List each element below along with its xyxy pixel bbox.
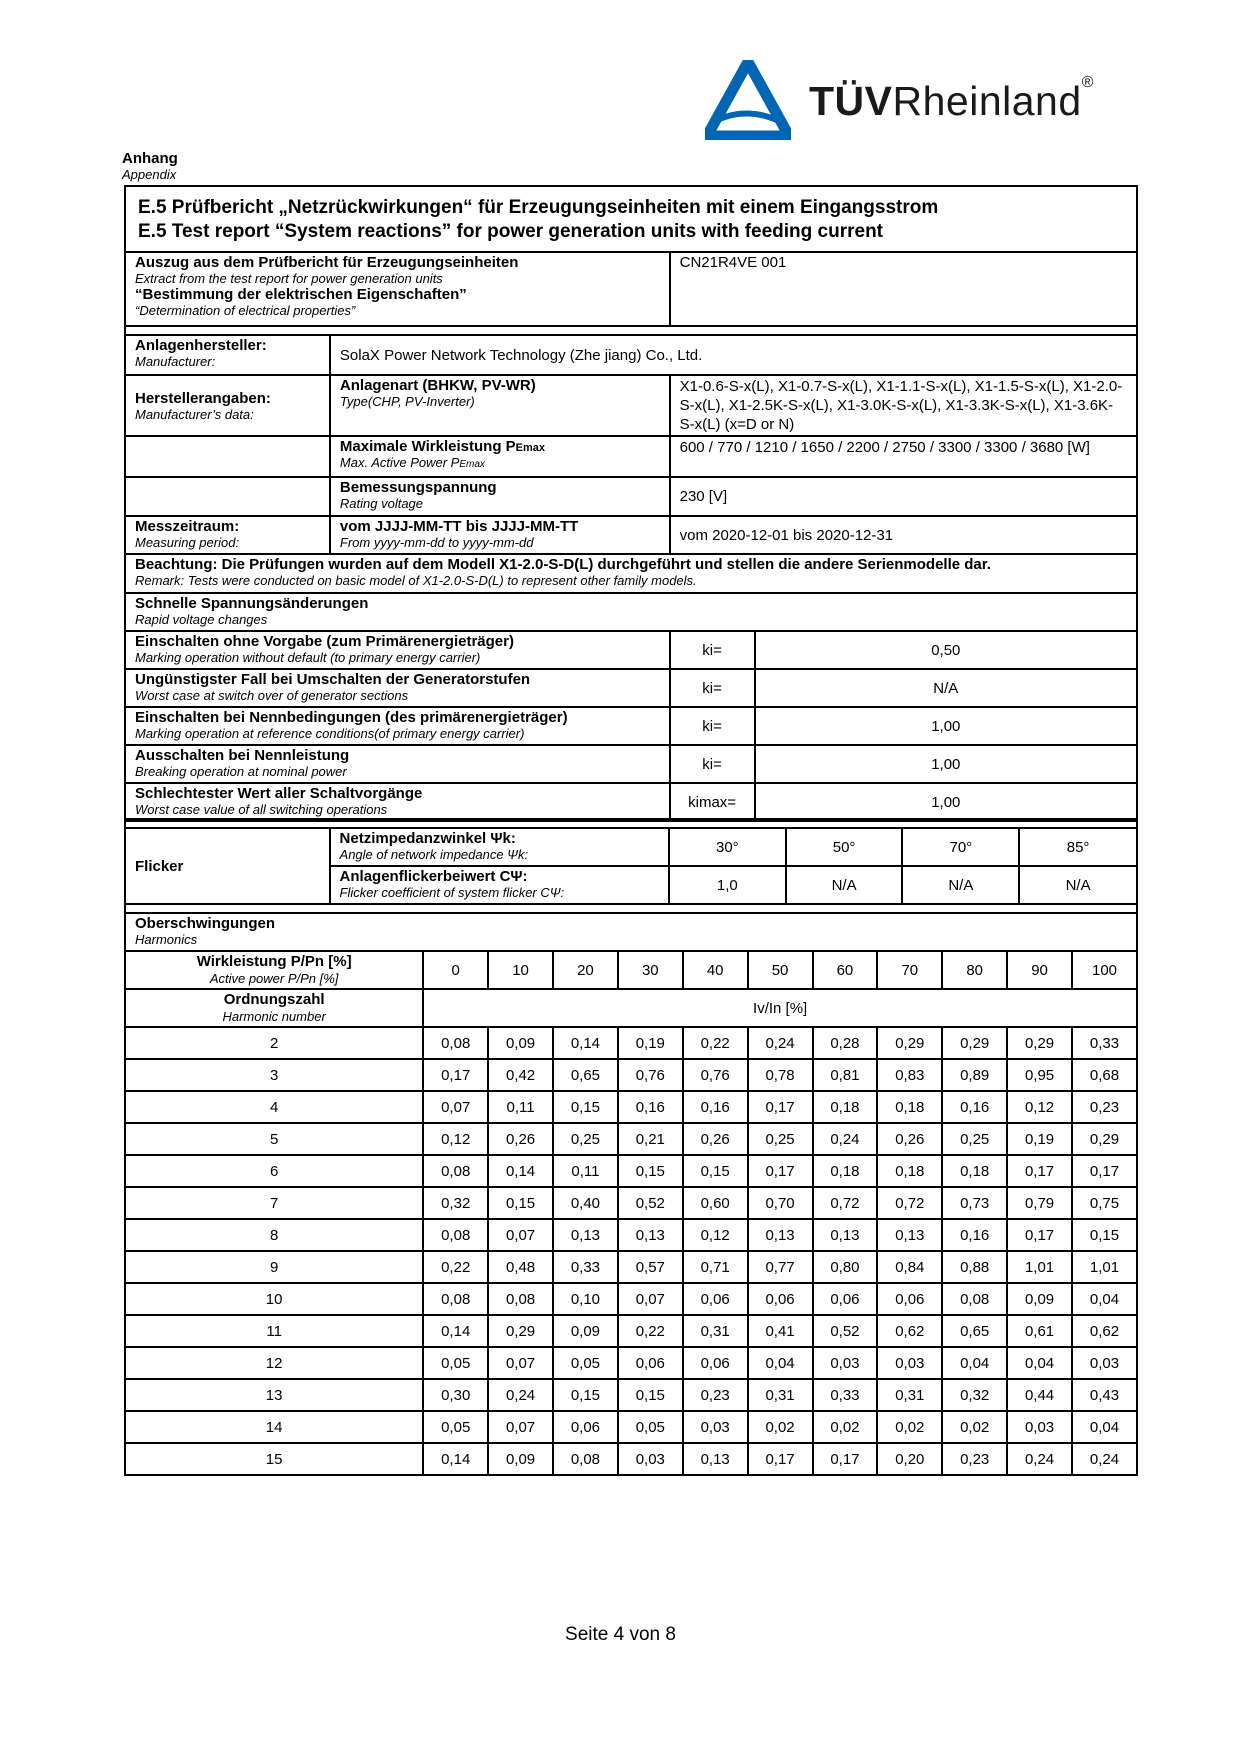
power-header: 0 (423, 951, 488, 989)
harmonic-value: 0,52 (618, 1187, 683, 1219)
harmonic-value: 0,07 (488, 1347, 553, 1379)
harmonic-value: 0,05 (423, 1347, 488, 1379)
harmonic-row (125, 1059, 1137, 1091)
power-header: 70 (877, 951, 942, 989)
harmonic-value: 0,03 (877, 1347, 942, 1379)
manufacturer-value: SolaX Power Network Technology (Zhe jiang) Co., Ltd. (330, 335, 1137, 375)
harmonic-row (125, 1219, 1137, 1251)
harmonic-value: 0,16 (618, 1091, 683, 1123)
harmonic-value: 0,16 (942, 1219, 1007, 1251)
harmonic-value: 0,25 (748, 1123, 813, 1155)
harmonic-value: 0,17 (1007, 1155, 1072, 1187)
harmonic-value: 0,08 (553, 1443, 618, 1475)
harmonic-value: 0,29 (488, 1315, 553, 1347)
harmonic-value: 0,12 (423, 1123, 488, 1155)
harmonic-value: 0,26 (488, 1123, 553, 1155)
harmonic-row (125, 1123, 1137, 1155)
unit-label: Iv/In [%] (423, 989, 1137, 1027)
harmonic-number: 10 (125, 1283, 423, 1315)
harmonic-value: 0,80 (813, 1251, 878, 1283)
power-header: 90 (1007, 951, 1072, 989)
harmonic-value: 0,05 (618, 1411, 683, 1443)
harmonic-value: 0,23 (942, 1443, 1007, 1475)
harmonic-value: 0,17 (748, 1155, 813, 1187)
harmonic-value: 0,07 (488, 1411, 553, 1443)
harmonic-value: 0,04 (1072, 1411, 1137, 1443)
harmonics-table (124, 903, 1138, 1476)
harmonic-value: 0,07 (488, 1219, 553, 1251)
harmonic-value: 0,17 (1007, 1219, 1072, 1251)
harmonic-value: 0,09 (488, 1443, 553, 1475)
tuv-triangle-icon (705, 60, 791, 140)
harmonic-value: 0,62 (1072, 1315, 1137, 1347)
harmonic-row (125, 1315, 1137, 1347)
extract-row: Auszug aus dem Prüfbericht für Erzeugungseinheiten Extract from the test report for power generation units “Bestimmung der elektrischen Eigenschaften” “Determination of electrical properties” CN21R4VE 001 (125, 252, 1137, 326)
switching-value: 1,00 (755, 745, 1137, 783)
harmonic-value: 0,40 (553, 1187, 618, 1219)
harmonic-value: 0,22 (683, 1027, 748, 1059)
harmonic-value: 0,60 (683, 1187, 748, 1219)
harmonic-value: 0,32 (942, 1379, 1007, 1411)
harmonic-number: 15 (125, 1443, 423, 1475)
tuv-brand: TÜVRheinland® (809, 74, 1094, 124)
remark-row: Beachtung: Die Prüfungen wurden auf dem Modell X1-2.0-S-D(L) durchgeführt und stellen die andere Serienmodelle dar. Remark: Tests were conducted on basic model of X1-2.0-S-D(L) to represent other family models. (125, 554, 1137, 593)
harmonic-value: 0,41 (748, 1315, 813, 1347)
report-number: CN21R4VE 001 (670, 252, 1137, 326)
harmonic-value: 0,20 (877, 1443, 942, 1475)
harmonic-value: 0,03 (813, 1347, 878, 1379)
power-header: 20 (553, 951, 618, 989)
harmonic-value: 0,88 (942, 1251, 1007, 1283)
title-en: E.5 Test report “System reactions” for power generation units with feeding current (138, 221, 884, 242)
harmonic-value: 0,04 (748, 1347, 813, 1379)
harmonic-value: 0,44 (1007, 1379, 1072, 1411)
harmonic-value: 0,06 (683, 1283, 748, 1315)
harmonic-value: 0,07 (618, 1283, 683, 1315)
harmonic-value: 0,24 (748, 1027, 813, 1059)
harmonic-value: 0,33 (1072, 1027, 1137, 1059)
pemax-row: Maximale Wirkleistung PEmax Max. Active Power PEmax 600 / 770 / 1210 / 1650 / 2200 / 2750 / 3300 / 3300 / 3680 [W] (125, 436, 1137, 477)
harmonic-value: 0,29 (1007, 1027, 1072, 1059)
harmonic-value: 1,01 (1072, 1251, 1137, 1283)
harmonic-value: 0,15 (618, 1155, 683, 1187)
switching-value: 1,00 (755, 707, 1137, 745)
harmonic-value: 0,23 (1072, 1091, 1137, 1123)
power-header: 10 (488, 951, 553, 989)
harmonic-number: 5 (125, 1123, 423, 1155)
harmonics-heading-row: Oberschwingungen Harmonics (125, 913, 1137, 951)
report-table (124, 185, 1138, 822)
harmonic-number: 13 (125, 1379, 423, 1411)
harmonic-value: 0,29 (877, 1027, 942, 1059)
harmonic-value: 0,08 (423, 1283, 488, 1315)
title-de: E.5 Prüfbericht „Netzrückwirkungen“ für Erzeugungseinheiten mit einem Eingangsstrom (138, 197, 939, 218)
harmonic-value: 0,77 (748, 1251, 813, 1283)
harmonic-value: 0,14 (488, 1155, 553, 1187)
harmonic-value: 0,15 (488, 1187, 553, 1219)
power-header: 40 (683, 951, 748, 989)
pemax-value: 600 / 770 / 1210 / 1650 / 2200 / 2750 / 3300 / 3300 / 3680 [W] (670, 436, 1137, 477)
harmonic-value: 0,09 (488, 1027, 553, 1059)
harmonic-value: 0,18 (813, 1091, 878, 1123)
harmonic-value: 0,33 (553, 1251, 618, 1283)
harmonic-value: 0,06 (748, 1283, 813, 1315)
harmonic-value: 0,71 (683, 1251, 748, 1283)
harmonic-value: 0,14 (423, 1443, 488, 1475)
switching-value: N/A (755, 669, 1137, 707)
harmonic-number: 9 (125, 1251, 423, 1283)
harmonic-value: 0,04 (1007, 1347, 1072, 1379)
harmonic-value: 0,17 (813, 1443, 878, 1475)
harmonic-value: 0,16 (942, 1091, 1007, 1123)
harmonic-value: 0,11 (553, 1155, 618, 1187)
harmonic-value: 0,15 (553, 1379, 618, 1411)
harmonic-value: 0,02 (942, 1411, 1007, 1443)
harmonic-value: 0,25 (942, 1123, 1007, 1155)
flicker-table (124, 818, 1138, 905)
harmonic-value: 0,13 (618, 1219, 683, 1251)
harmonic-number: 14 (125, 1411, 423, 1443)
harmonic-value: 0,48 (488, 1251, 553, 1283)
harmonic-value: 0,29 (1072, 1123, 1137, 1155)
harmonic-value: 0,31 (683, 1315, 748, 1347)
switching-row: Schlechtester Wert aller Schaltvorgänge Worst case value of all switching operations kimax= 1,00 (125, 783, 1137, 821)
page-number: Seite 4 von 8 (565, 1624, 676, 1645)
harmonic-value: 0,06 (618, 1347, 683, 1379)
harmonic-value: 0,70 (748, 1187, 813, 1219)
harmonic-value: 0,14 (423, 1315, 488, 1347)
harmonic-value: 0,79 (1007, 1187, 1072, 1219)
harmonic-value: 0,02 (748, 1411, 813, 1443)
harmonic-value: 0,78 (748, 1059, 813, 1091)
harmonic-number: 3 (125, 1059, 423, 1091)
harmonic-value: 0,03 (683, 1411, 748, 1443)
harmonic-value: 0,42 (488, 1059, 553, 1091)
harmonic-value: 0,52 (813, 1315, 878, 1347)
harmonic-value: 0,03 (1007, 1411, 1072, 1443)
harmonic-value: 0,18 (877, 1091, 942, 1123)
harmonic-value: 0,89 (942, 1059, 1007, 1091)
harmonic-value: 0,72 (813, 1187, 878, 1219)
harmonic-value: 0,30 (423, 1379, 488, 1411)
harmonic-value: 0,24 (1072, 1443, 1137, 1475)
harmonic-row (125, 1091, 1137, 1123)
harmonic-value: 0,13 (813, 1219, 878, 1251)
harmonic-value: 0,17 (748, 1091, 813, 1123)
harmonic-value: 0,18 (942, 1155, 1007, 1187)
harmonic-value: 0,61 (1007, 1315, 1072, 1347)
power-header: 80 (942, 951, 1007, 989)
harmonic-value: 0,76 (618, 1059, 683, 1091)
harmonic-value: 0,09 (553, 1315, 618, 1347)
harmonic-value: 0,32 (423, 1187, 488, 1219)
harmonic-value: 0,23 (683, 1379, 748, 1411)
power-header: 30 (618, 951, 683, 989)
harmonic-value: 0,31 (877, 1379, 942, 1411)
switching-row: Ungünstigster Fall bei Umschalten der Generatorstufen Worst case at switch over of generator sections ki= N/A (125, 669, 1137, 707)
harmonic-value: 0,14 (553, 1027, 618, 1059)
period-value: vom 2020-12-01 bis 2020-12-31 (670, 516, 1137, 554)
harmonic-value: 0,83 (877, 1059, 942, 1091)
harmonic-value: 0,08 (423, 1219, 488, 1251)
appendix-header (122, 150, 178, 182)
harmonic-value: 0,03 (618, 1443, 683, 1475)
harmonic-value: 0,19 (1007, 1123, 1072, 1155)
harmonic-value: 0,06 (813, 1283, 878, 1315)
harmonic-row (125, 1347, 1137, 1379)
harmonic-value: 0,17 (748, 1443, 813, 1475)
harmonic-number: 4 (125, 1091, 423, 1123)
harmonic-value: 0,15 (1072, 1219, 1137, 1251)
harmonic-number: 12 (125, 1347, 423, 1379)
switching-row: Ausschalten bei Nennleistung Breaking operation at nominal power ki= 1,00 (125, 745, 1137, 783)
harmonic-value: 0,26 (683, 1123, 748, 1155)
harmonic-value: 0,13 (877, 1219, 942, 1251)
harmonic-value: 0,08 (488, 1283, 553, 1315)
harmonic-value: 0,02 (877, 1411, 942, 1443)
harmonic-value: 0,15 (618, 1379, 683, 1411)
harmonic-value: 0,62 (877, 1315, 942, 1347)
title-row (125, 186, 1137, 252)
harmonic-row (125, 1283, 1137, 1315)
harmonic-value: 0,06 (683, 1347, 748, 1379)
harmonic-value: 0,17 (1072, 1155, 1137, 1187)
harmonic-value: 0,84 (877, 1251, 942, 1283)
voltage-row: Bemessungspannung Rating voltage 230 [V] (125, 477, 1137, 516)
switching-value: 1,00 (755, 783, 1137, 821)
period-row: Messzeitraum: Measuring period: vom JJJJ-MM-TT bis JJJJ-MM-TT From yyyy-mm-dd to yyyy-mm-dd vom 2020-12-01 bis 2020-12-31 (125, 516, 1137, 554)
flicker-coef-row: Anlagenflickerbeiwert CΨ: Flicker coefficient of system flicker CΨ: 1,0 N/A N/A N/A (125, 866, 1137, 904)
harmonic-value: 0,12 (1007, 1091, 1072, 1123)
harmonic-value: 0,10 (553, 1283, 618, 1315)
harmonic-value: 0,12 (683, 1219, 748, 1251)
harmonic-value: 0,29 (942, 1027, 1007, 1059)
harmonic-value: 0,18 (877, 1155, 942, 1187)
harmonic-value: 0,24 (488, 1379, 553, 1411)
power-header: 100 (1072, 951, 1137, 989)
harmonic-value: 0,26 (877, 1123, 942, 1155)
harmonic-value: 0,24 (813, 1123, 878, 1155)
harmonic-value: 0,09 (1007, 1283, 1072, 1315)
switching-value: 0,50 (755, 631, 1137, 669)
harmonic-value: 0,28 (813, 1027, 878, 1059)
harmonic-value: 0,08 (423, 1155, 488, 1187)
harmonic-row (125, 1155, 1137, 1187)
harmonic-value: 0,43 (1072, 1379, 1137, 1411)
harmonic-value: 0,03 (1072, 1347, 1137, 1379)
harmonic-value: 0,25 (553, 1123, 618, 1155)
harmonic-value: 0,13 (553, 1219, 618, 1251)
harmonic-value: 0,68 (1072, 1059, 1137, 1091)
harmonic-value: 0,57 (618, 1251, 683, 1283)
type-row: Herstellerangaben: Manufacturer’s data: Anlagenart (BHKW, PV-WR) Type(CHP, PV-Inverter) X1-0.6-S-x(L), X1-0.7-S-x(L), X1-1.1-S-x(L), X1-1.5-S-x(L), X1-2.0-S-x(L), X1-2.5K-S-x(L), X1-3.0K-S-x(L), X1-3.3K-S-x(L), X1-3.6K-S-x(L) (x=D or N) (125, 375, 1137, 436)
harmonic-value: 0,05 (553, 1347, 618, 1379)
rapid-row: Schnelle Spannungsänderungen Rapid voltage changes (125, 593, 1137, 631)
power-header: 60 (813, 951, 878, 989)
type-value: X1-0.6-S-x(L), X1-0.7-S-x(L), X1-1.1-S-x(L), X1-1.5-S-x(L), X1-2.0-S-x(L), X1-2.5K-S-x(L), X1-3.0K-S-x(L), X1-3.3K-S-x(L), X1-3.6K-S-x(L) (x=D or N) (670, 375, 1137, 436)
harmonic-value: 0,08 (942, 1283, 1007, 1315)
harmonic-value: 0,65 (942, 1315, 1007, 1347)
harmonic-value: 0,16 (683, 1091, 748, 1123)
harmonic-value: 0,72 (877, 1187, 942, 1219)
harmonic-row (125, 1443, 1137, 1475)
harmonic-number: 8 (125, 1219, 423, 1251)
harmonic-value: 0,04 (1072, 1283, 1137, 1315)
appendix-de: Anhang (122, 150, 178, 167)
harmonic-row (125, 1379, 1137, 1411)
harmonic-number: 6 (125, 1155, 423, 1187)
manufacturer-row: Anlagenhersteller: Manufacturer: SolaX Power Network Technology (Zhe jiang) Co., Ltd. (125, 335, 1137, 375)
harmonic-value: 0,18 (813, 1155, 878, 1187)
harmonic-number: 7 (125, 1187, 423, 1219)
harmonic-value: 0,19 (618, 1027, 683, 1059)
harmonic-value: 0,76 (683, 1059, 748, 1091)
harmonic-value: 0,65 (553, 1059, 618, 1091)
harmonic-value: 0,22 (423, 1251, 488, 1283)
switching-row: Einschalten ohne Vorgabe (zum Primärenergieträger) Marking operation without default (to primary energy carrier) ki= 0,50 (125, 631, 1137, 669)
harmonic-value: 0,33 (813, 1379, 878, 1411)
harmonic-value: 0,07 (423, 1091, 488, 1123)
harmonic-value: 0,08 (423, 1027, 488, 1059)
harmonic-value: 0,06 (877, 1283, 942, 1315)
voltage-value: 230 [V] (670, 477, 1137, 516)
harmonic-value: 0,21 (618, 1123, 683, 1155)
harmonic-value: 0,73 (942, 1187, 1007, 1219)
harmonic-value: 0,75 (1072, 1187, 1137, 1219)
power-header: 50 (748, 951, 813, 989)
harmonic-value: 0,95 (1007, 1059, 1072, 1091)
harmonic-value: 0,05 (423, 1411, 488, 1443)
harmonic-value: 0,06 (553, 1411, 618, 1443)
harmonic-value: 0,15 (683, 1155, 748, 1187)
flicker-label: Flicker (125, 828, 330, 904)
harmonic-value: 0,15 (553, 1091, 618, 1123)
harmonic-value: 1,01 (1007, 1251, 1072, 1283)
harmonic-value: 0,31 (748, 1379, 813, 1411)
harmonic-value: 0,04 (942, 1347, 1007, 1379)
harmonic-value: 0,13 (748, 1219, 813, 1251)
switching-row: Einschalten bei Nennbedingungen (des primärenergieträger) Marking operation at reference conditions(of primary energy carrier) ki= 1,00 (125, 707, 1137, 745)
harmonic-value: 0,81 (813, 1059, 878, 1091)
tuv-logo (705, 60, 1145, 140)
appendix-en: Appendix (122, 167, 177, 182)
harmonic-value: 0,13 (683, 1443, 748, 1475)
harmonic-number: 2 (125, 1027, 423, 1059)
flicker-angle-row: Flicker Netzimpedanzwinkel Ψk: Angle of network impedance Ψk: 30° 50° 70° 85° (125, 828, 1137, 866)
harmonic-row (125, 1027, 1137, 1059)
harmonic-row (125, 1251, 1137, 1283)
harmonic-value: 0,22 (618, 1315, 683, 1347)
harmonic-number: 11 (125, 1315, 423, 1347)
harmonic-value: 0,17 (423, 1059, 488, 1091)
order-row: Ordnungszahl Harmonic number Iv/In [%] (125, 989, 1137, 1027)
harmonic-row (125, 1187, 1137, 1219)
harmonic-value: 0,02 (813, 1411, 878, 1443)
power-row: Wirkleistung P/Pn [%] Active power P/Pn [%] 0 10 20 30 40 50 60 70 80 90 100 (125, 951, 1137, 989)
harmonic-row (125, 1411, 1137, 1443)
harmonic-value: 0,11 (488, 1091, 553, 1123)
harmonic-value: 0,24 (1007, 1443, 1072, 1475)
